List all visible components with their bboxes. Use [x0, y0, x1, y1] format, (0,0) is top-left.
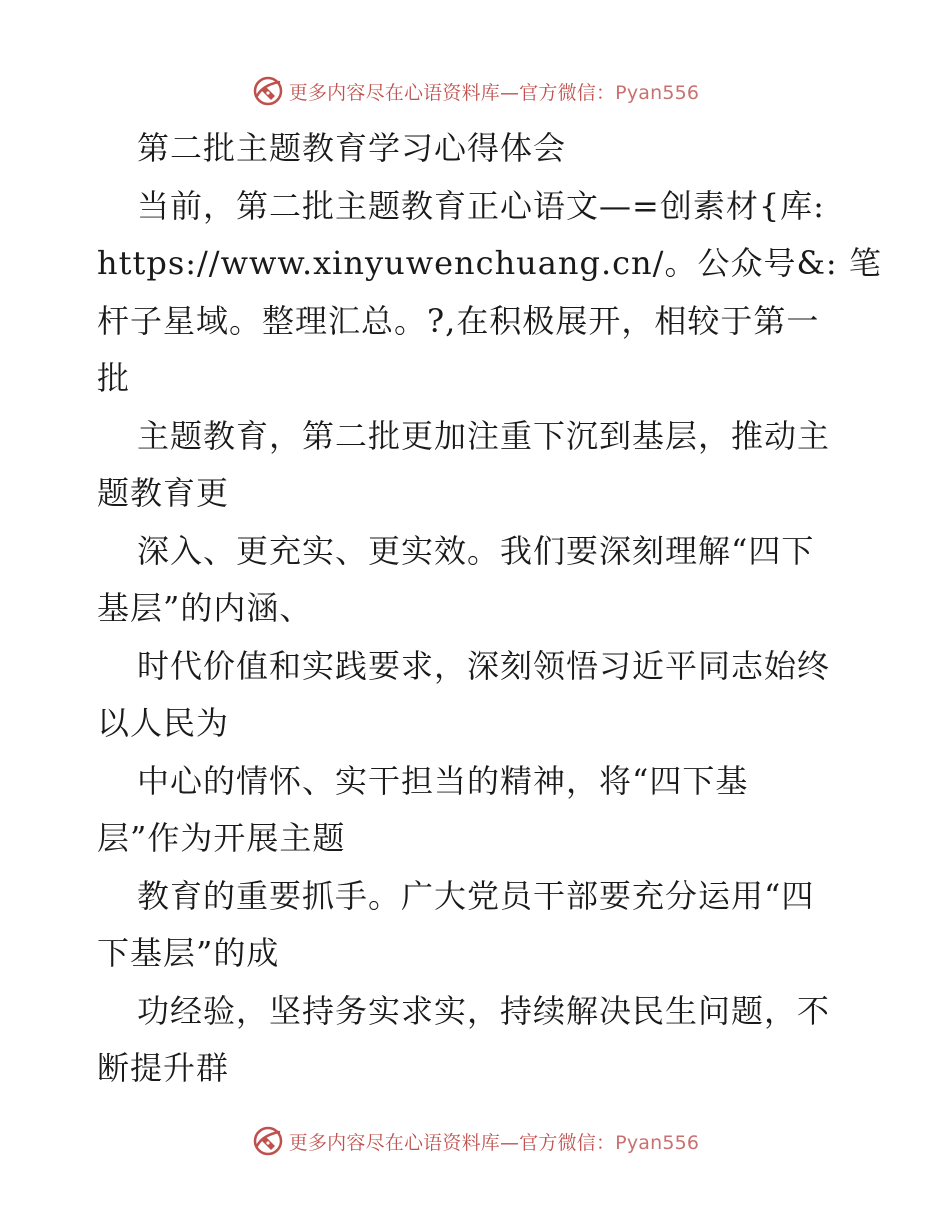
paragraph-line: https://www.xinyuwenchuang.cn/。公众号&: 笔	[97, 244, 882, 282]
watermark	[251, 1124, 699, 1158]
paragraph-line: 基层”的内涵、	[97, 589, 313, 627]
paragraph-line: 中心的情怀、实干担当的精神，将“四下基	[137, 761, 749, 800]
paragraph-line: 下基层”的成	[97, 934, 280, 972]
paragraph-line: 时代价值和实践要求，深刻领悟习近平同志始终	[137, 646, 831, 685]
watermark-text: 更多内容尽在心语资料库—官方微信：Pyan556	[288, 1131, 700, 1154]
paragraph-line: 断提升群	[97, 1049, 230, 1087]
document-body	[97, 120, 882, 1098]
paragraph-line: 当前，第二批主题教育正心语文—=创素材{库:	[137, 186, 825, 225]
watermark-text: 更多内容尽在心语资料库—官方微信：Pyan556	[288, 81, 700, 104]
paragraph-line: 深入、更充实、更实效。我们要深刻理解“四下	[137, 531, 815, 570]
paragraph-line: 功经验，坚持务实求实，持续解决民生问题，不	[137, 991, 831, 1030]
document-title: 第二批主题教育学习心得体会	[137, 129, 567, 167]
paragraph-line: 批	[97, 359, 131, 397]
paragraph-line: 层”作为开展主题	[97, 819, 346, 857]
pen-logo-icon	[251, 1124, 285, 1158]
page-header-watermark	[0, 72, 950, 110]
paragraph-line: 杆子星域。整理汇总。?,在积极展开，相较于第一	[97, 301, 820, 340]
watermark	[251, 74, 699, 108]
paragraph-line: 题教育更	[97, 474, 230, 512]
paragraph-line: 以人民为	[97, 704, 230, 742]
page-footer-watermark	[0, 1122, 950, 1160]
paragraph-line: 主题教育，第二批更加注重下沉到基层，推动主	[137, 416, 831, 455]
paragraph-line: 教育的重要抓手。广大党员干部要充分运用“四	[137, 876, 815, 915]
pen-logo-icon	[251, 74, 285, 108]
